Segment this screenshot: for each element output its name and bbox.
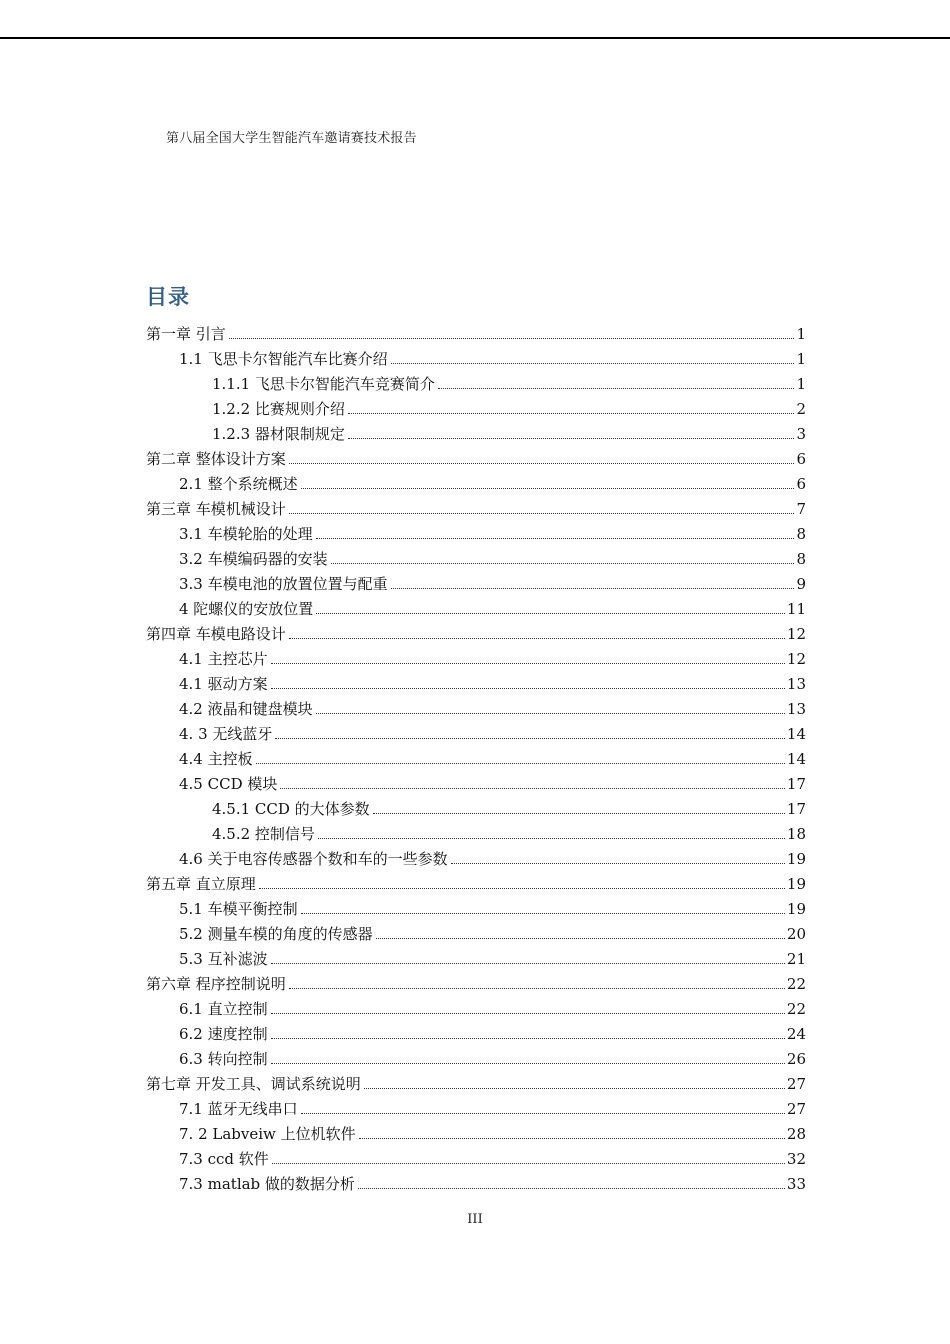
dot-leader: [391, 363, 795, 364]
dot-leader: [301, 1113, 785, 1114]
toc-title[interactable]: 目录: [146, 284, 190, 309]
dot-leader: [348, 413, 795, 414]
toc-entry-section[interactable]: [179, 1120, 806, 1144]
dot-leader: [289, 463, 795, 464]
dot-leader: [271, 1038, 785, 1039]
running-header: 第八届全国大学生智能汽车邀请赛技术报告: [166, 131, 417, 146]
toc-entry-label: 4.6 关于电容传感器个数和车的一些参数: [179, 850, 448, 868]
dot-leader: [280, 788, 785, 789]
toc-entry-label: 第一章 引言: [146, 325, 226, 343]
toc-entry-page: 27: [786, 1075, 806, 1093]
toc-entry-subsection[interactable]: [212, 370, 806, 394]
toc-entry-section[interactable]: [179, 520, 806, 544]
dot-leader: [318, 838, 785, 839]
dot-leader: [271, 1063, 785, 1064]
toc-entry-page: 26: [786, 1050, 806, 1068]
toc-entry-page: 1: [796, 375, 806, 393]
toc-entry-label: 第二章 整体设计方案: [146, 450, 286, 468]
toc-entry-page: 11: [786, 600, 806, 618]
toc-entry-page: 13: [786, 675, 806, 693]
dot-leader: [271, 963, 785, 964]
toc-entry-page: 8: [796, 550, 806, 568]
toc-entry-label: 1.2.3 器材限制规定: [212, 425, 345, 443]
toc-entry-section[interactable]: [179, 1145, 806, 1169]
toc-entry-page: 14: [786, 725, 806, 743]
dot-leader: [373, 813, 785, 814]
header-rule: [0, 37, 950, 39]
toc-entry-label: 4.1 驱动方案: [179, 675, 268, 693]
toc-entry-page: 24: [786, 1025, 806, 1043]
dot-leader: [301, 488, 795, 489]
toc-entry-label: 第四章 车模电路设计: [146, 625, 286, 643]
toc-entry-section[interactable]: [179, 845, 806, 869]
toc-entry-page: 17: [786, 800, 806, 818]
toc-entry-label: 7.3 ccd 软件: [179, 1150, 269, 1168]
toc-entry-section[interactable]: [179, 595, 806, 619]
toc-entry-page: 1: [796, 325, 806, 343]
toc-entry-subsection[interactable]: [212, 820, 806, 844]
dot-leader: [438, 388, 795, 389]
toc-entry-section[interactable]: [179, 770, 806, 794]
toc-entry-label: 4.4 主控板: [179, 750, 253, 768]
page-number: III: [467, 1212, 483, 1227]
toc-entry-page: 28: [786, 1125, 806, 1143]
toc-entry-page: 21: [786, 950, 806, 968]
toc-entry-page: 19: [786, 875, 806, 893]
dot-leader: [271, 688, 785, 689]
toc-entry-page: 27: [786, 1100, 806, 1118]
toc-entry-chapter[interactable]: [146, 970, 806, 994]
toc-entry-page: 6: [796, 475, 806, 493]
toc-entry-label: 6.2 速度控制: [179, 1025, 268, 1043]
dot-leader: [271, 1013, 785, 1014]
toc-entry-label: 第六章 程序控制说明: [146, 975, 286, 993]
toc-entry-page: 9: [796, 575, 806, 593]
dot-leader: [289, 638, 785, 639]
toc-entry-page: 7: [796, 500, 806, 518]
toc-entry-chapter[interactable]: [146, 620, 806, 644]
toc-entry-page: 12: [786, 650, 806, 668]
dot-leader: [272, 1163, 785, 1164]
toc-entry-section[interactable]: [179, 920, 806, 944]
toc-entry-page: 13: [786, 700, 806, 718]
toc-entry-label: 4.5.2 控制信号: [212, 825, 315, 843]
toc-entry-page: 32: [786, 1150, 806, 1168]
toc-entry-chapter[interactable]: [146, 445, 806, 469]
toc-entry-label: 4.2 液晶和键盘模块: [179, 700, 313, 718]
toc-entry-label: 4.1 主控芯片: [179, 650, 268, 668]
toc-entry-page: 20: [786, 925, 806, 943]
toc-entry-section[interactable]: [179, 995, 806, 1019]
dot-leader: [348, 438, 795, 439]
toc-entry-label: 7.3 matlab 做的数据分析: [179, 1175, 355, 1193]
toc-entry-chapter[interactable]: [146, 870, 806, 894]
toc-entry-page: 18: [786, 825, 806, 843]
dot-leader: [256, 763, 785, 764]
toc-entry-section[interactable]: [179, 1095, 806, 1119]
dot-leader: [376, 938, 785, 939]
dot-leader: [301, 913, 785, 914]
toc-entry-label: 6.1 直立控制: [179, 1000, 268, 1018]
dot-leader: [316, 613, 785, 614]
toc-entry-section[interactable]: [179, 1170, 806, 1194]
toc-entry-chapter[interactable]: [146, 495, 806, 519]
dot-leader: [451, 863, 785, 864]
toc-entry-label: 6.3 转向控制: [179, 1050, 268, 1068]
dot-leader: [229, 338, 795, 339]
dot-leader: [364, 1088, 785, 1089]
toc-entry-subsection[interactable]: [212, 395, 806, 419]
dot-leader: [275, 738, 785, 739]
toc-entry-label: 7.1 蓝牙无线串口: [179, 1100, 298, 1118]
toc-entry-page: 1: [796, 350, 806, 368]
toc-entry-page: 3: [796, 425, 806, 443]
dot-leader: [316, 538, 795, 539]
toc-entry-label: 1.1.1 飞思卡尔智能汽车竞赛简介: [212, 375, 435, 393]
toc-entry-label: 第五章 直立原理: [146, 875, 256, 893]
toc-entry-label: 1.1 飞思卡尔智能汽车比赛介绍: [179, 350, 388, 368]
toc-entry-label: 7. 2 Labveiw 上位机软件: [179, 1125, 356, 1143]
toc-entry-section[interactable]: [179, 570, 806, 594]
toc-entry-section[interactable]: [179, 345, 806, 369]
toc-entry-label: 3.3 车模电池的放置位置与配重: [179, 575, 388, 593]
toc-entry-label: 4. 3 无线蓝牙: [179, 725, 273, 743]
toc-entry-label: 5.3 互补滤波: [179, 950, 268, 968]
toc-entry-section[interactable]: [179, 470, 806, 494]
toc-entry-label: 5.1 车模平衡控制: [179, 900, 298, 918]
toc-entry-label: 4.5.1 CCD 的大体参数: [212, 800, 370, 818]
toc-entry-subsection[interactable]: [212, 420, 806, 444]
toc-entry-section[interactable]: [179, 945, 806, 969]
dot-leader: [331, 563, 795, 564]
toc-entry-section[interactable]: [179, 670, 806, 694]
toc-entry-section[interactable]: [179, 720, 806, 744]
toc-entry-page: 19: [786, 900, 806, 918]
toc-entry-page: 17: [786, 775, 806, 793]
toc-entry-label: 3.2 车模编码器的安装: [179, 550, 328, 568]
toc-entry-label: 第三章 车模机械设计: [146, 500, 286, 518]
toc-entry-chapter[interactable]: [146, 320, 806, 344]
dot-leader: [289, 988, 785, 989]
toc-entry-page: 33: [786, 1175, 806, 1193]
toc-entry-label: 2.1 整个系统概述: [179, 475, 298, 493]
dot-leader: [358, 1188, 785, 1189]
toc-entry-label: 4 陀螺仪的安放位置: [179, 600, 314, 618]
toc-entry-label: 5.2 测量车模的角度的传感器: [179, 925, 373, 943]
toc-entry-label: 1.2.2 比赛规则介绍: [212, 400, 345, 418]
toc-entry-page: 8: [796, 525, 806, 543]
toc-entry-subsection[interactable]: [212, 795, 806, 819]
dot-leader: [391, 588, 795, 589]
toc-entry-page: 2: [796, 400, 806, 418]
toc-entry-chapter[interactable]: [146, 1070, 806, 1094]
toc-entry-section[interactable]: [179, 695, 806, 719]
toc-entry-page: 19: [786, 850, 806, 868]
dot-leader: [316, 713, 785, 714]
toc-entry-page: 6: [796, 450, 806, 468]
toc-entry-section[interactable]: [179, 895, 806, 919]
dot-leader: [259, 888, 785, 889]
toc-entry-page: 22: [786, 1000, 806, 1018]
toc-entry-section[interactable]: [179, 745, 806, 769]
dot-leader: [289, 513, 795, 514]
dot-leader: [359, 1138, 785, 1139]
toc-entry-label: 4.5 CCD 模块: [179, 775, 278, 793]
toc-entry-page: 12: [786, 625, 806, 643]
toc-entry-section[interactable]: [179, 645, 806, 669]
toc-entry-label: 第七章 开发工具、调试系统说明: [146, 1075, 361, 1093]
dot-leader: [271, 663, 785, 664]
toc-entry-label: 3.1 车模轮胎的处理: [179, 525, 313, 543]
toc-entry-section[interactable]: [179, 1020, 806, 1044]
toc-entry-section[interactable]: [179, 1045, 806, 1069]
toc-entry-page: 22: [786, 975, 806, 993]
toc-entry-page: 14: [786, 750, 806, 768]
toc-entry-section[interactable]: [179, 545, 806, 569]
